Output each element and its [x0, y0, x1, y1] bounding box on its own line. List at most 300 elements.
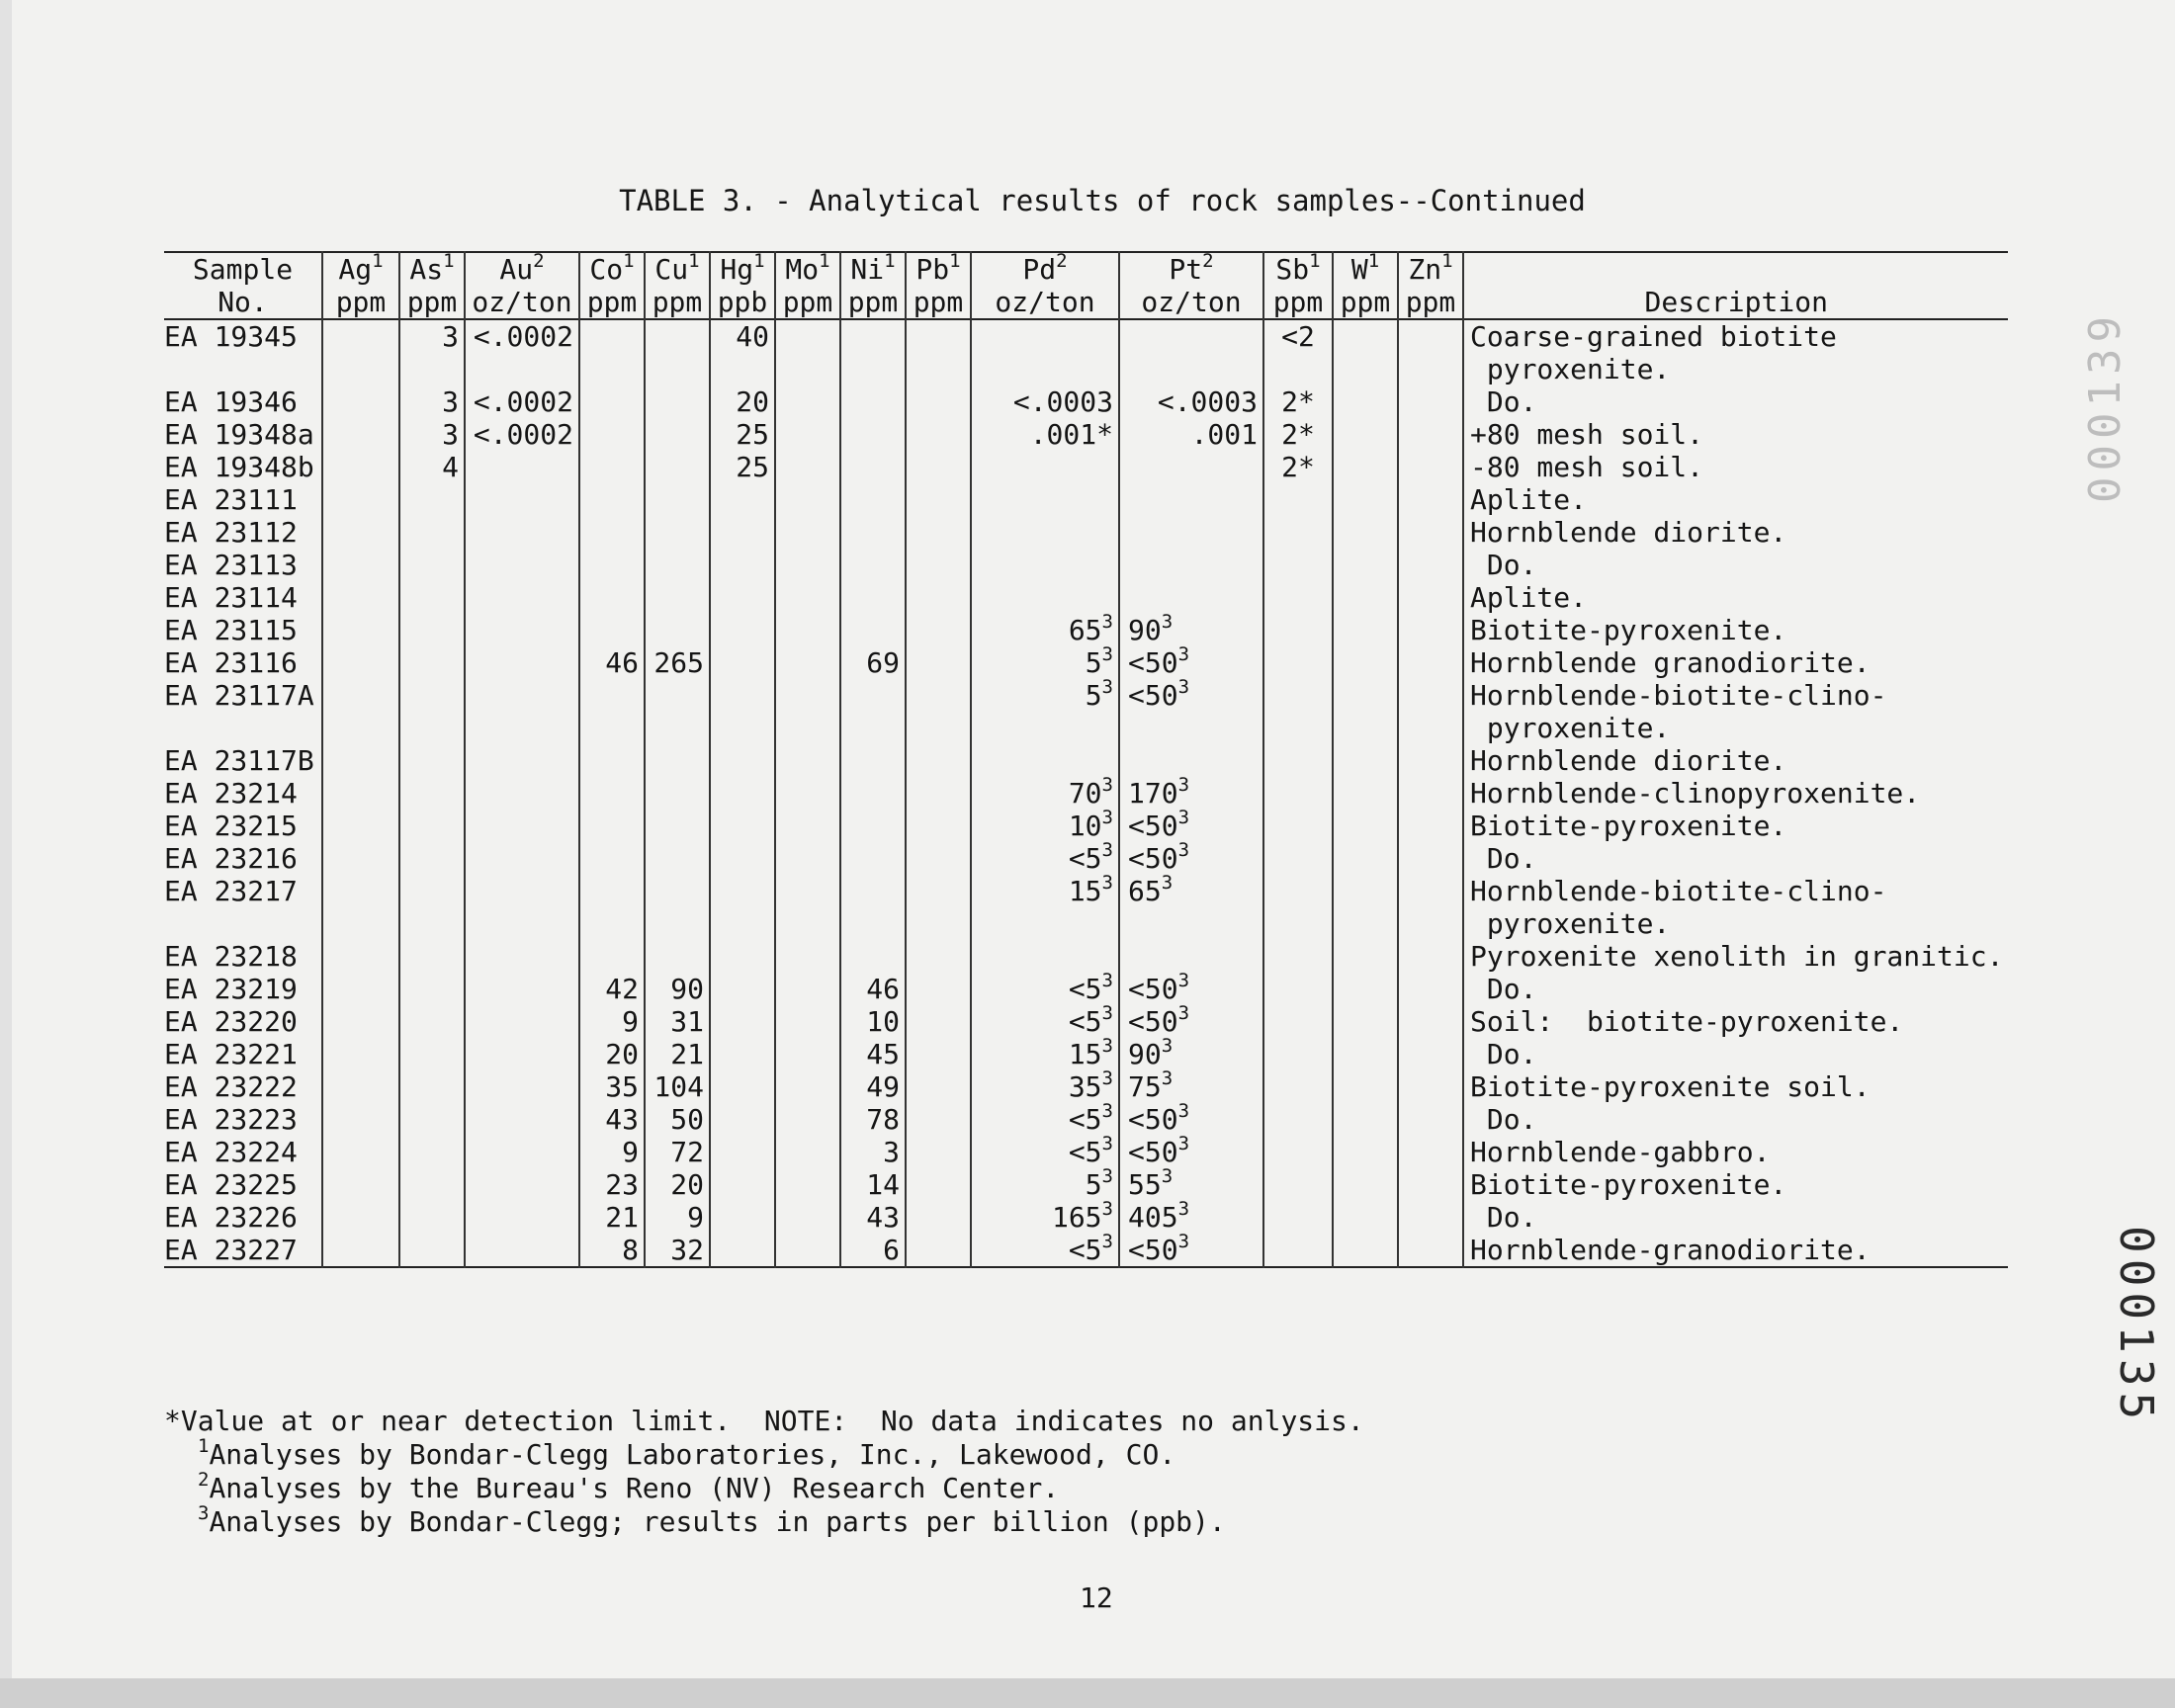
header-element-ag: Ag$^1$: [322, 252, 399, 286]
cell-ag: [322, 319, 399, 353]
cell-desc: Hornblende-biotite-clino-: [1463, 875, 2008, 907]
header-element-w: $W^1$: [1333, 252, 1398, 286]
cell-mo: [775, 1038, 840, 1070]
cell-au: <.0002: [465, 319, 579, 353]
header-element-ni: Ni$^1$: [840, 252, 906, 286]
cell-cu: [645, 777, 710, 810]
header-row-elements: [164, 252, 2008, 286]
cell-mo: [775, 1103, 840, 1136]
cell-zn: [1398, 842, 1463, 875]
cell-pt: [1119, 319, 1263, 353]
cell-pt: $<50^3$: [1119, 1234, 1263, 1267]
cell-sample: [164, 353, 322, 385]
cell-au: [465, 549, 579, 581]
cell-mo: [775, 614, 840, 646]
header-unit-au: oz/ton: [465, 286, 579, 319]
cell-zn: [1398, 1234, 1463, 1267]
cell-sb: [1263, 744, 1333, 777]
cell-w: [1333, 1070, 1398, 1103]
table-row: [164, 483, 2008, 516]
header-element-sb: Sb$^1$: [1263, 252, 1333, 286]
table-row: [164, 451, 2008, 483]
table-row: [164, 646, 2008, 679]
cell-ni: [840, 581, 906, 614]
cell-co: 42: [579, 973, 645, 1005]
cell-hg: [710, 810, 775, 842]
cell-sb: 2*: [1263, 418, 1333, 451]
cell-sb: [1263, 810, 1333, 842]
cell-ag: [322, 1201, 399, 1234]
cell-cu: [645, 679, 710, 712]
table-row: [164, 1136, 2008, 1168]
cell-sample: EA 19345: [164, 320, 298, 353]
cell-desc: Do.: [1463, 1201, 2008, 1234]
header-unit-description: Description: [1463, 286, 2008, 319]
cell-au: [465, 973, 579, 1005]
cell-zn: [1398, 907, 1463, 940]
cell-zn: [1398, 810, 1463, 842]
header-element-blank: [1463, 252, 2008, 286]
cell-pb: [906, 940, 971, 973]
cell-sb: [1263, 875, 1333, 907]
header-unit-mo: ppm: [775, 286, 840, 319]
cell-hg: [710, 1201, 775, 1234]
cell-sb: [1263, 516, 1333, 549]
cell-pt: $65^3$: [1119, 875, 1263, 907]
cell-zn: [1398, 385, 1463, 418]
cell-mo: [775, 907, 840, 940]
cell-w: [1333, 744, 1398, 777]
cell-ni: [840, 614, 906, 646]
cell-cu: 104: [645, 1070, 710, 1103]
cell-pt: $<50^3$: [1119, 810, 1263, 842]
cell-hg: [710, 940, 775, 973]
cell-co: [579, 810, 645, 842]
cell-mo: [775, 581, 840, 614]
cell-as: 3: [399, 418, 465, 451]
cell-zn: [1398, 1168, 1463, 1201]
cell-desc: Do.: [1463, 973, 2008, 1005]
cell-au: [465, 777, 579, 810]
cell-pd: $<5^3$: [971, 1234, 1119, 1267]
cell-co: [579, 319, 645, 353]
cell-ag: [322, 516, 399, 549]
header-unit-pd: oz/ton: [971, 286, 1119, 319]
cell-ni: 3: [840, 1136, 906, 1168]
cell-pb: [906, 319, 971, 353]
cell-ag: [322, 1005, 399, 1038]
cell-desc: Biotite-pyroxenite.: [1463, 614, 2008, 646]
cell-pt: $55^3$: [1119, 1168, 1263, 1201]
cell-co: [579, 679, 645, 712]
cell-ni: [840, 940, 906, 973]
table-row: [164, 1005, 2008, 1038]
header-unit-w: ppm: [1333, 286, 1398, 319]
header-unit-zn: ppm: [1398, 286, 1463, 319]
cell-ni: [840, 483, 906, 516]
footnotes: [164, 1405, 1364, 1539]
cell-hg: [710, 1168, 775, 1201]
cell-cu: [645, 451, 710, 483]
cell-as: [399, 614, 465, 646]
cell-cu: [645, 483, 710, 516]
cell-zn: [1398, 875, 1463, 907]
cell-desc: +80 mesh soil.: [1463, 418, 2008, 451]
cell-ag: [322, 679, 399, 712]
cell-ag: [322, 1234, 399, 1267]
cell-pb: [906, 581, 971, 614]
cell-desc: Hornblende-granodiorite.: [1463, 1234, 2008, 1267]
cell-au: <.0002: [465, 385, 579, 418]
cell-mo: [775, 516, 840, 549]
cell-sample: EA 23226: [164, 1201, 298, 1234]
cell-pd: [971, 581, 1119, 614]
table-row: [164, 614, 2008, 646]
cell-cu: [645, 516, 710, 549]
cell-as: [399, 1201, 465, 1234]
cell-pb: [906, 516, 971, 549]
cell-ni: [840, 385, 906, 418]
cell-cu: 50: [645, 1103, 710, 1136]
cell-ni: [840, 679, 906, 712]
cell-ni: 6: [840, 1234, 906, 1267]
cell-cu: [645, 614, 710, 646]
cell-as: [399, 940, 465, 973]
cell-hg: [710, 679, 775, 712]
table-row: [164, 940, 2008, 973]
cell-pd: [971, 940, 1119, 973]
cell-sample: EA 23223: [164, 1103, 298, 1136]
cell-ag: [322, 418, 399, 451]
cell-pd: $15^3$: [971, 875, 1119, 907]
table-row: [164, 1070, 2008, 1103]
cell-co: 8: [579, 1234, 645, 1267]
table-row: [164, 1234, 2008, 1267]
cell-as: [399, 516, 465, 549]
cell-pt: [1119, 744, 1263, 777]
cell-pd: .001*: [971, 418, 1119, 451]
table-row: [164, 353, 2008, 385]
cell-w: [1333, 1038, 1398, 1070]
cell-as: [399, 1136, 465, 1168]
cell-pd: $<5^3$: [971, 1136, 1119, 1168]
cell-as: [399, 353, 465, 385]
cell-desc: Do.: [1463, 1038, 2008, 1070]
footnote: *Value at or near detection limit. NOTE: No data indicates no anlysis.: [164, 1405, 1364, 1437]
cell-au: [465, 1038, 579, 1070]
cell-sb: [1263, 1103, 1333, 1136]
cell-co: [579, 744, 645, 777]
cell-w: [1333, 875, 1398, 907]
cell-zn: [1398, 581, 1463, 614]
cell-au: [465, 712, 579, 744]
cell-zn: [1398, 516, 1463, 549]
cell-zn: [1398, 646, 1463, 679]
header-element-as: As$^1$: [399, 252, 465, 286]
cell-hg: [710, 875, 775, 907]
cell-desc: pyroxenite.: [1463, 353, 2008, 385]
cell-w: [1333, 353, 1398, 385]
cell-au: [465, 646, 579, 679]
cell-hg: [710, 516, 775, 549]
cell-co: 46: [579, 646, 645, 679]
cell-sample: EA 23219: [164, 973, 298, 1005]
cell-pb: [906, 1038, 971, 1070]
cell-pt: $<50^3$: [1119, 646, 1263, 679]
cell-zn: [1398, 418, 1463, 451]
header-row-units: [164, 286, 2008, 319]
cell-pd: $<5^3$: [971, 973, 1119, 1005]
header-unit-pb: ppm: [906, 286, 971, 319]
cell-pb: [906, 418, 971, 451]
cell-w: [1333, 1234, 1398, 1267]
cell-as: 3: [399, 385, 465, 418]
cell-ni: [840, 777, 906, 810]
cell-ag: [322, 385, 399, 418]
cell-w: [1333, 319, 1398, 353]
cell-desc: Hornblende diorite.: [1463, 516, 2008, 549]
cell-w: [1333, 679, 1398, 712]
cell-co: 9: [579, 1136, 645, 1168]
cell-ni: 14: [840, 1168, 906, 1201]
cell-pb: [906, 353, 971, 385]
cell-ag: [322, 451, 399, 483]
cell-ni: [840, 516, 906, 549]
cell-pb: [906, 1234, 971, 1267]
cell-as: [399, 646, 465, 679]
cell-pd: $<5^3$: [971, 1103, 1119, 1136]
cell-sb: [1263, 581, 1333, 614]
cell-ni: [840, 712, 906, 744]
cell-mo: [775, 385, 840, 418]
cell-w: [1333, 516, 1398, 549]
cell-ag: [322, 744, 399, 777]
cell-mo: [775, 1168, 840, 1201]
cell-au: [465, 516, 579, 549]
cell-w: [1333, 549, 1398, 581]
cell-desc: Aplite.: [1463, 581, 2008, 614]
cell-sb: [1263, 1168, 1333, 1201]
cell-cu: [645, 418, 710, 451]
cell-pb: [906, 549, 971, 581]
cell-co: [579, 451, 645, 483]
cell-hg: 20: [710, 385, 775, 418]
cell-as: [399, 744, 465, 777]
cell-ni: [840, 842, 906, 875]
cell-au: [465, 875, 579, 907]
cell-zn: [1398, 319, 1463, 353]
cell-ag: [322, 1103, 399, 1136]
footnote: $^3$Analyses by Bondar-Clegg; results in parts per billion (ppb).: [198, 1501, 1226, 1538]
cell-co: [579, 940, 645, 973]
cell-w: [1333, 581, 1398, 614]
cell-pd: $165^3$: [971, 1201, 1119, 1234]
cell-sample: EA 19348b: [164, 451, 314, 483]
cell-pd: $<5^3$: [971, 842, 1119, 875]
results-table: [164, 251, 2008, 1268]
cell-co: [579, 581, 645, 614]
cell-desc: Coarse-grained biotite: [1463, 319, 2008, 353]
cell-ag: [322, 549, 399, 581]
margin-stamp-faint: 000139: [2080, 310, 2131, 503]
cell-sb: [1263, 549, 1333, 581]
cell-ni: 46: [840, 973, 906, 1005]
cell-pb: [906, 646, 971, 679]
cell-ni: [840, 810, 906, 842]
header-element-hg: Hg$^1$: [710, 252, 775, 286]
cell-cu: [645, 810, 710, 842]
header-element-sample: Sample: [192, 253, 294, 286]
table-row: [164, 549, 2008, 581]
cell-cu: [645, 319, 710, 353]
cell-pd: $35^3$: [971, 1070, 1119, 1103]
header-unit-sb: ppm: [1263, 286, 1333, 319]
cell-cu: [645, 875, 710, 907]
cell-hg: [710, 907, 775, 940]
table-row: [164, 1038, 2008, 1070]
cell-hg: 25: [710, 418, 775, 451]
cell-mo: [775, 549, 840, 581]
cell-ag: [322, 973, 399, 1005]
cell-pb: [906, 385, 971, 418]
cell-sample: EA 23112: [164, 516, 298, 549]
cell-w: [1333, 1201, 1398, 1234]
cell-desc: Aplite.: [1463, 483, 2008, 516]
cell-au: [465, 1201, 579, 1234]
cell-mo: [775, 679, 840, 712]
header-unit-as: ppm: [399, 286, 465, 319]
cell-sample: EA 23227: [164, 1234, 298, 1266]
cell-sample: EA 23117B: [164, 744, 314, 777]
cell-mo: [775, 319, 840, 353]
cell-co: [579, 483, 645, 516]
cell-ni: [840, 744, 906, 777]
cell-pd: [971, 712, 1119, 744]
cell-as: [399, 581, 465, 614]
table-row: [164, 744, 2008, 777]
cell-mo: [775, 1136, 840, 1168]
table-row: [164, 1103, 2008, 1136]
cell-desc: pyroxenite.: [1463, 712, 2008, 744]
table-row: [164, 418, 2008, 451]
cell-desc: Biotite-pyroxenite.: [1463, 1168, 2008, 1201]
cell-mo: [775, 418, 840, 451]
cell-w: [1333, 483, 1398, 516]
table-title: TABLE 3. - Analytical results of rock samples--Continued: [619, 184, 1586, 217]
header-element-au: Au$^2$: [465, 252, 579, 286]
cell-desc: Biotite-pyroxenite.: [1463, 810, 2008, 842]
cell-ag: [322, 483, 399, 516]
cell-hg: [710, 614, 775, 646]
cell-mo: [775, 842, 840, 875]
cell-zn: [1398, 1038, 1463, 1070]
header-element-pb: Pb$^1$: [906, 252, 971, 286]
header-element-cu: Cu$^1$: [645, 252, 710, 286]
cell-as: [399, 679, 465, 712]
cell-pd: [971, 451, 1119, 483]
table-row: [164, 1168, 2008, 1201]
cell-pt: [1119, 581, 1263, 614]
cell-sample: EA 23215: [164, 810, 298, 842]
cell-ni: 45: [840, 1038, 906, 1070]
cell-ag: [322, 842, 399, 875]
cell-desc: Hornblende granodiorite.: [1463, 646, 2008, 679]
cell-hg: [710, 777, 775, 810]
cell-sample: EA 23221: [164, 1038, 298, 1070]
cell-ni: [840, 549, 906, 581]
cell-ni: 10: [840, 1005, 906, 1038]
cell-pd: $15^3$: [971, 1038, 1119, 1070]
cell-zn: [1398, 1201, 1463, 1234]
cell-pt: .001: [1119, 418, 1263, 451]
cell-pb: [906, 1005, 971, 1038]
cell-as: [399, 1038, 465, 1070]
cell-co: 23: [579, 1168, 645, 1201]
cell-pt: $<50^3$: [1119, 973, 1263, 1005]
cell-sample: EA 23115: [164, 614, 298, 646]
cell-hg: [710, 353, 775, 385]
cell-au: [465, 842, 579, 875]
cell-cu: [645, 940, 710, 973]
cell-cu: [645, 385, 710, 418]
cell-hg: [710, 712, 775, 744]
cell-au: [465, 1005, 579, 1038]
cell-cu: 90: [645, 973, 710, 1005]
cell-pd: [971, 516, 1119, 549]
cell-ag: [322, 614, 399, 646]
cell-pd: [971, 483, 1119, 516]
cell-cu: [645, 907, 710, 940]
cell-ag: [322, 581, 399, 614]
cell-ag: [322, 875, 399, 907]
table-row: [164, 712, 2008, 744]
cell-as: [399, 1234, 465, 1267]
cell-co: 35: [579, 1070, 645, 1103]
cell-mo: [775, 810, 840, 842]
cell-pb: [906, 679, 971, 712]
cell-mo: [775, 744, 840, 777]
table-row: [164, 842, 2008, 875]
cell-mo: [775, 1005, 840, 1038]
cell-ni: [840, 319, 906, 353]
cell-as: [399, 875, 465, 907]
header-unit-pt: oz/ton: [1119, 286, 1263, 319]
cell-ni: [840, 451, 906, 483]
cell-sample: EA 23111: [164, 483, 298, 516]
cell-w: [1333, 1136, 1398, 1168]
cell-w: [1333, 385, 1398, 418]
cell-au: [465, 907, 579, 940]
cell-sample: EA 23217: [164, 875, 298, 907]
cell-w: [1333, 712, 1398, 744]
cell-hg: [710, 842, 775, 875]
cell-pt: [1119, 940, 1263, 973]
cell-ni: [840, 353, 906, 385]
cell-sb: [1263, 483, 1333, 516]
cell-cu: 265: [645, 646, 710, 679]
cell-sample: EA 19348a: [164, 418, 314, 451]
cell-au: [465, 679, 579, 712]
cell-cu: 9: [645, 1201, 710, 1234]
cell-zn: [1398, 451, 1463, 483]
cell-pd: $70^3$: [971, 777, 1119, 810]
cell-mo: [775, 483, 840, 516]
cell-co: [579, 712, 645, 744]
cell-ni: [840, 875, 906, 907]
header-unit-hg: ppb: [710, 286, 775, 319]
header-element-zn: Zn$^1$: [1398, 252, 1463, 286]
cell-pt: [1119, 516, 1263, 549]
